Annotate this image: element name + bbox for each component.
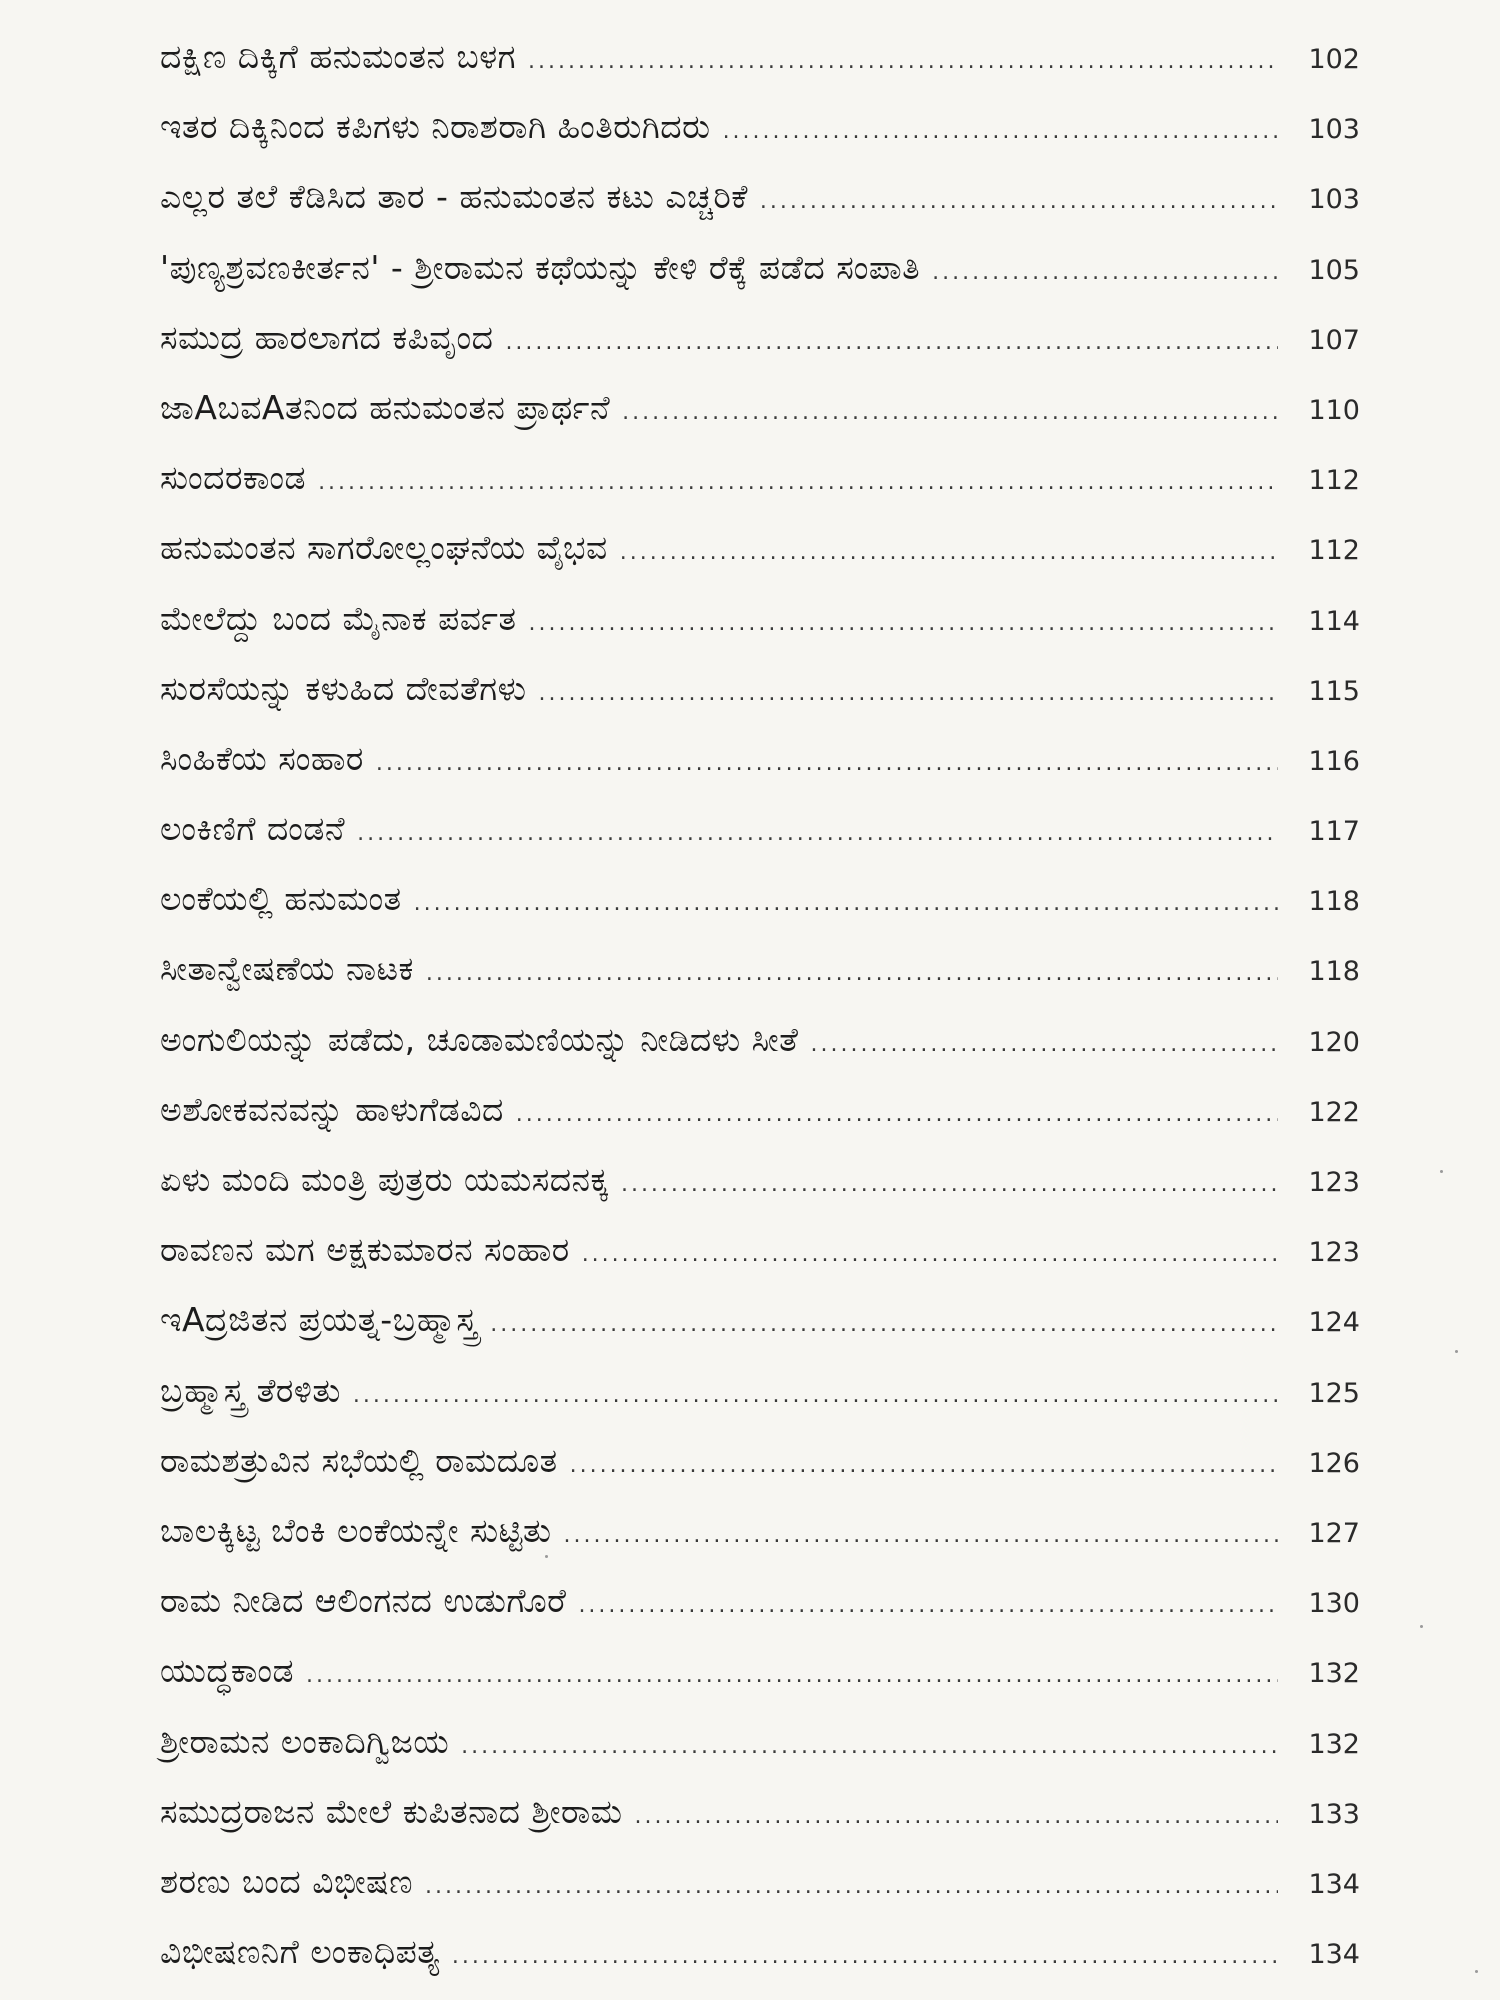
toc-entry-title: ಇತರ ದಿಕ್ಕಿನಿಂದ ಕಪಿಗಳು ನಿರಾಶರಾಗಿ ಹಿಂತಿರುಗಿದರು bbox=[160, 107, 711, 147]
toc-entry bbox=[160, 373, 1360, 443]
toc-entry bbox=[160, 1145, 1360, 1215]
toc-entry-title: ಮೇಲೆದ್ದು ಬಂದ ಮೈನಾಕ ಪರ್ವತ bbox=[160, 598, 517, 638]
dot-leader bbox=[622, 378, 1278, 448]
toc-entry-page: 105 bbox=[1308, 254, 1360, 286]
toc-entry-page: 112 bbox=[1308, 535, 1360, 567]
toc-entry-page: 124 bbox=[1308, 1307, 1360, 1339]
toc-entry-page: 122 bbox=[1308, 1096, 1360, 1128]
toc-entry bbox=[160, 1426, 1360, 1496]
dot-leader bbox=[452, 1922, 1278, 1992]
dot-leader bbox=[426, 939, 1278, 1009]
dot-leader bbox=[563, 1501, 1278, 1571]
dot-leader bbox=[318, 448, 1278, 518]
toc-entry-title: ಅಶೋಕವನವನ್ನು ಹಾಳುಗೆಡವಿದ bbox=[160, 1089, 504, 1129]
toc-entry-title: ಶ್ರೀರಾಮನ ಲಂಕಾದಿಗ್ವಿಜಯ bbox=[160, 1721, 450, 1761]
toc-entry-title: ಶರಣು ಬಂದ ವಿಭೀಷಣ bbox=[160, 1861, 413, 1901]
dot-leader bbox=[529, 589, 1279, 659]
toc-entry-title: ರಾಮ ನೀಡಿದ ಆಲಿಂಗನದ ಉಡುಗೊರೆ bbox=[160, 1581, 567, 1621]
toc-entry-title: ರಾಮಶತ್ರುವಿನ ಸಭೆಯಲ್ಲಿ ರಾಮದೂತ bbox=[160, 1440, 558, 1480]
toc-entry-title: ಹನುಮಂತನ ಸಾಗರೋಲ್ಲಂಘನೆಯ ವೈಭವ bbox=[160, 528, 608, 568]
toc-entry-title: ದಕ್ಷಿಣ ದಿಕ್ಕಿಗೆ ಹನುಮಂತನ ಬಳಗ bbox=[160, 37, 516, 76]
dot-leader bbox=[528, 27, 1278, 97]
toc-entry bbox=[160, 1847, 1360, 1917]
dot-leader bbox=[376, 729, 1278, 799]
print-speck bbox=[1440, 1170, 1443, 1173]
dot-leader bbox=[760, 167, 1278, 237]
print-speck bbox=[1475, 1970, 1478, 1973]
toc-entry-page: 118 bbox=[1308, 956, 1360, 988]
toc-entry bbox=[160, 654, 1360, 724]
toc-entry-title: ಯುದ್ಧಕಾಂಡ bbox=[160, 1651, 294, 1691]
toc-entry-title: 'ಪುಣ್ಯಶ್ರವಣಕೀರ್ತನ' - ಶ್ರೀರಾಮನ ಕಥೆಯನ್ನು ಕೇಳಿ ರೆಕ್ಕೆ ಪಡೆದ ಸಂಪಾತಿ bbox=[160, 247, 921, 287]
toc-entry-title: ಸೀತಾನ್ವೇಷಣೆಯ ನಾಟಕ bbox=[160, 949, 414, 989]
toc-entry bbox=[160, 1285, 1360, 1355]
dot-leader bbox=[414, 869, 1278, 939]
toc-entry-title: ಸುರಸೆಯನ್ನು ಕಳುಹಿದ ದೇವತೆಗಳು bbox=[160, 668, 527, 708]
toc-entry-page: 134 bbox=[1308, 1939, 1360, 1971]
toc-entry-page: 114 bbox=[1308, 605, 1360, 637]
dot-leader bbox=[516, 1080, 1278, 1150]
toc-entry-page: 103 bbox=[1308, 184, 1360, 216]
toc-entry bbox=[160, 724, 1360, 794]
toc-entry-page: 115 bbox=[1308, 675, 1360, 707]
toc-entry bbox=[160, 1005, 1360, 1075]
toc-entry bbox=[160, 1075, 1360, 1145]
toc-entry bbox=[160, 1707, 1360, 1777]
toc-entry-title: ಲಂಕೆಯಲ್ಲಿ ಹನುಮಂತ bbox=[160, 879, 402, 919]
print-speck bbox=[1455, 1350, 1458, 1353]
toc-entry-page: 126 bbox=[1308, 1447, 1360, 1479]
toc-entry bbox=[160, 443, 1360, 513]
dot-leader bbox=[620, 518, 1278, 588]
toc-entry-page: 134 bbox=[1308, 1868, 1360, 1900]
toc-entry-page: 116 bbox=[1308, 745, 1360, 777]
toc-entry-title: ಸಮುದ್ರರಾಜನ ಮೇಲೆ ಕುಪಿತನಾದ ಶ್ರೀರಾಮ bbox=[160, 1791, 623, 1831]
toc-entry-page: 112 bbox=[1308, 465, 1360, 497]
dot-leader bbox=[932, 238, 1278, 308]
dot-leader bbox=[505, 308, 1278, 378]
toc-entry-title: ಜಾAಬವAತನಿಂದ ಹನುಮಂತನ ಪ್ರಾರ್ಥನೆ bbox=[160, 387, 611, 427]
print-speck bbox=[545, 1555, 548, 1558]
toc-entry bbox=[160, 1496, 1360, 1566]
toc-entry-title: ಲಂಕಿಣಿಗೆ ದಂಡನೆ bbox=[160, 809, 346, 849]
toc-entry-page: 127 bbox=[1308, 1517, 1360, 1549]
dot-leader bbox=[539, 659, 1278, 729]
toc-entry-title: ಬ್ರಹ್ಮಾಸ್ತ್ರ ತೆರಳಿತು bbox=[160, 1370, 341, 1410]
toc-entry-page: 132 bbox=[1308, 1658, 1360, 1690]
toc-entry bbox=[160, 1777, 1360, 1847]
toc-entry-page: 117 bbox=[1308, 816, 1360, 848]
toc-entry-page: 110 bbox=[1308, 394, 1360, 426]
dot-leader bbox=[578, 1571, 1278, 1641]
toc-entry bbox=[160, 934, 1360, 1004]
toc-entry-page: 102 bbox=[1308, 44, 1360, 75]
dot-leader bbox=[621, 1150, 1278, 1220]
toc-entry-page: 125 bbox=[1308, 1377, 1360, 1409]
toc-entry bbox=[160, 584, 1360, 654]
toc-entry bbox=[160, 1215, 1360, 1285]
toc-entry bbox=[160, 1917, 1360, 1987]
dot-leader bbox=[425, 1852, 1278, 1922]
toc-entry-title: ಬಾಲಕ್ಕಿಟ್ಟ ಬೆಂಕಿ ಲಂಕೆಯನ್ನೇ ಸುಟ್ಟಿತು bbox=[160, 1510, 552, 1550]
toc-entry bbox=[160, 1636, 1360, 1706]
toc-entry bbox=[160, 1566, 1360, 1636]
table-of-contents bbox=[160, 22, 1360, 1987]
toc-entry-title: ರಾವಣನ ಮಗ ಅಕ್ಷಕುಮಾರನ ಸಂಹಾರ bbox=[160, 1230, 570, 1270]
toc-entry-title: ಇAದ್ರಜಿತನ ಪ್ರಯತ್ನ-ಬ್ರಹ್ಮಾಸ್ತ್ರ bbox=[160, 1300, 479, 1340]
toc-entry-page: 123 bbox=[1308, 1237, 1360, 1269]
dot-leader bbox=[353, 1361, 1278, 1431]
toc-entry-title: ಸಮುದ್ರ ಹಾರಲಾಗದ ಕಪಿವೃಂದ bbox=[160, 317, 494, 357]
dot-leader bbox=[570, 1431, 1278, 1501]
toc-entry bbox=[160, 513, 1360, 583]
toc-entry bbox=[160, 162, 1360, 232]
dot-leader bbox=[490, 1290, 1278, 1360]
toc-entry bbox=[160, 794, 1360, 864]
toc-entry-page: 123 bbox=[1308, 1167, 1360, 1198]
toc-entry bbox=[160, 864, 1360, 934]
toc-entry-title: ಸುಂದರಕಾಂಡ bbox=[160, 458, 307, 498]
dot-leader bbox=[723, 97, 1278, 167]
toc-entry-page: 103 bbox=[1308, 114, 1360, 146]
print-speck bbox=[1420, 1625, 1423, 1628]
toc-entry-page: 120 bbox=[1308, 1026, 1360, 1058]
toc-entry bbox=[160, 92, 1360, 162]
dot-leader bbox=[357, 799, 1278, 869]
toc-entry bbox=[160, 1356, 1360, 1426]
toc-entry-title: ಏಳು ಮಂದಿ ಮಂತ್ರಿ ಪುತ್ರರು ಯಮಸದನಕ್ಕ bbox=[160, 1160, 609, 1199]
toc-entry-page: 133 bbox=[1308, 1798, 1360, 1830]
dot-leader bbox=[461, 1712, 1278, 1782]
toc-entry bbox=[160, 303, 1360, 373]
dot-leader bbox=[306, 1641, 1278, 1711]
toc-entry-title: ವಿಭೀಷಣನಿಗೆ ಲಂಕಾಧಿಪತ್ಯ bbox=[160, 1932, 440, 1972]
toc-entry-title: ಸಿಂಹಿಕೆಯ ಸಂಹಾರ bbox=[160, 738, 364, 778]
toc-entry bbox=[160, 233, 1360, 303]
toc-entry bbox=[160, 22, 1360, 92]
dot-leader bbox=[635, 1782, 1278, 1852]
toc-entry-page: 118 bbox=[1308, 886, 1360, 918]
toc-entry-title: ಎಲ್ಲರ ತಲೆ ಕೆಡಿಸಿದ ತಾರ - ಹನುಮಂತನ ಕಟು ಎಚ್ಚರಿಕೆ bbox=[160, 177, 748, 217]
toc-entry-page: 130 bbox=[1308, 1588, 1360, 1620]
toc-entry-title: ಅಂಗುಲಿಯನ್ನು ಪಡೆದು, ಚೂಡಾಮಣಿಯನ್ನು ನೀಡಿದಳು ಸೀತೆ bbox=[160, 1019, 799, 1059]
dot-leader bbox=[582, 1220, 1278, 1290]
toc-entry-page: 132 bbox=[1308, 1728, 1360, 1760]
dot-leader bbox=[811, 1010, 1279, 1080]
toc-entry-page: 107 bbox=[1308, 324, 1360, 356]
